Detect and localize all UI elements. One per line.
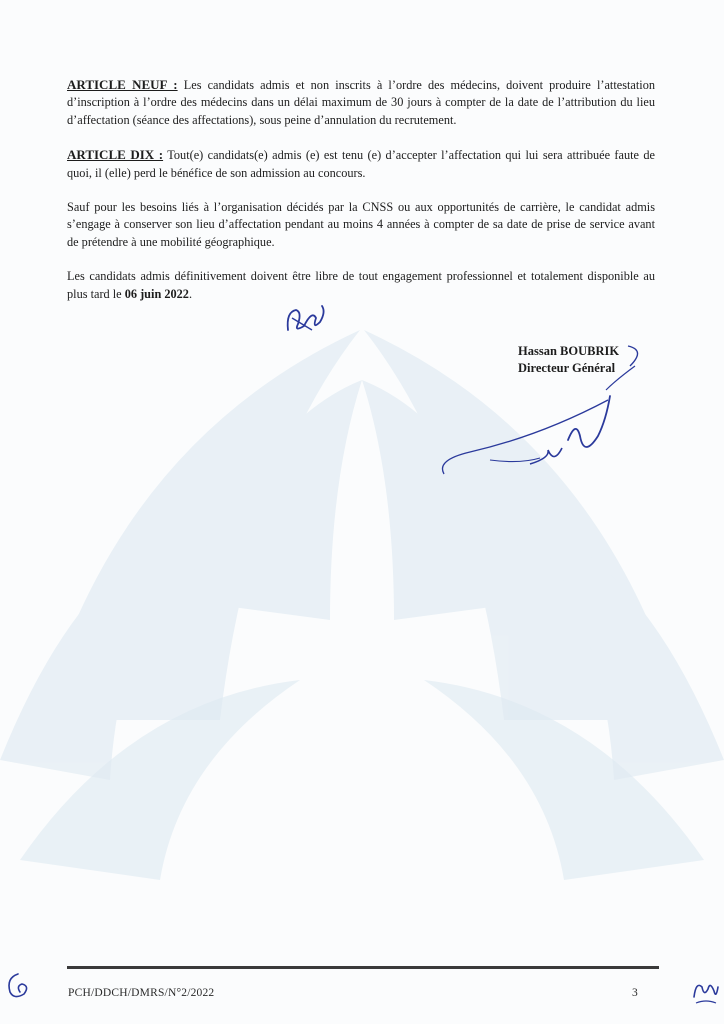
signatory-name: Hassan BOUBRIK <box>518 344 620 358</box>
article-nine-heading: ARTICLE NEUF : <box>67 77 178 92</box>
mobility-paragraph: Sauf pour les besoins liés à l’organisation décidés par la CNSS ou aux opportunités de carrière, le candidat admis s’engage à conserver son lieu d’affectation pendant au moins 4 années à compter de sa date de prise de service avant de prétendre à une mobilité géographique. <box>67 200 655 249</box>
footer-rule <box>67 966 659 969</box>
article-nine-text: Les candidats admis et non inscrits à l’ordre des médecins, doivent produire l’attestation d’inscription à l’ordre des médecins dans un délai maximum de 30 jours à compter de la date de l’attribution du lieu d’affectation (séance des affectations), sous peine d’annulation du recrutement. <box>67 78 655 127</box>
article-ten-text: Tout(e) candidats(e) admis (e) est tenu (e) d’accepter l’affectation qui lui sera attribuée faute de quoi, il (elle) perd le bénéfice de son admission au concours. <box>67 148 655 180</box>
page-number: 3 <box>632 987 638 999</box>
signatory-title: Directeur Général <box>518 361 616 375</box>
footer-reference: PCH/DDCH/DMRS/N°2/2022 <box>68 987 215 999</box>
signature-block <box>518 343 619 377</box>
document-body <box>67 76 655 320</box>
availability-date: 06 juin 2022 <box>124 286 189 301</box>
availability-paragraph <box>67 268 655 303</box>
article-ten-heading: ARTICLE DIX : <box>67 147 164 163</box>
article-nine <box>67 76 655 129</box>
availability-end: . <box>188 286 193 301</box>
article-ten <box>67 146 655 182</box>
availability-text: Les candidats admis définitivement doivent être libre de tout engagement professionnel et totalement disponible au plus tard le <box>67 269 655 301</box>
